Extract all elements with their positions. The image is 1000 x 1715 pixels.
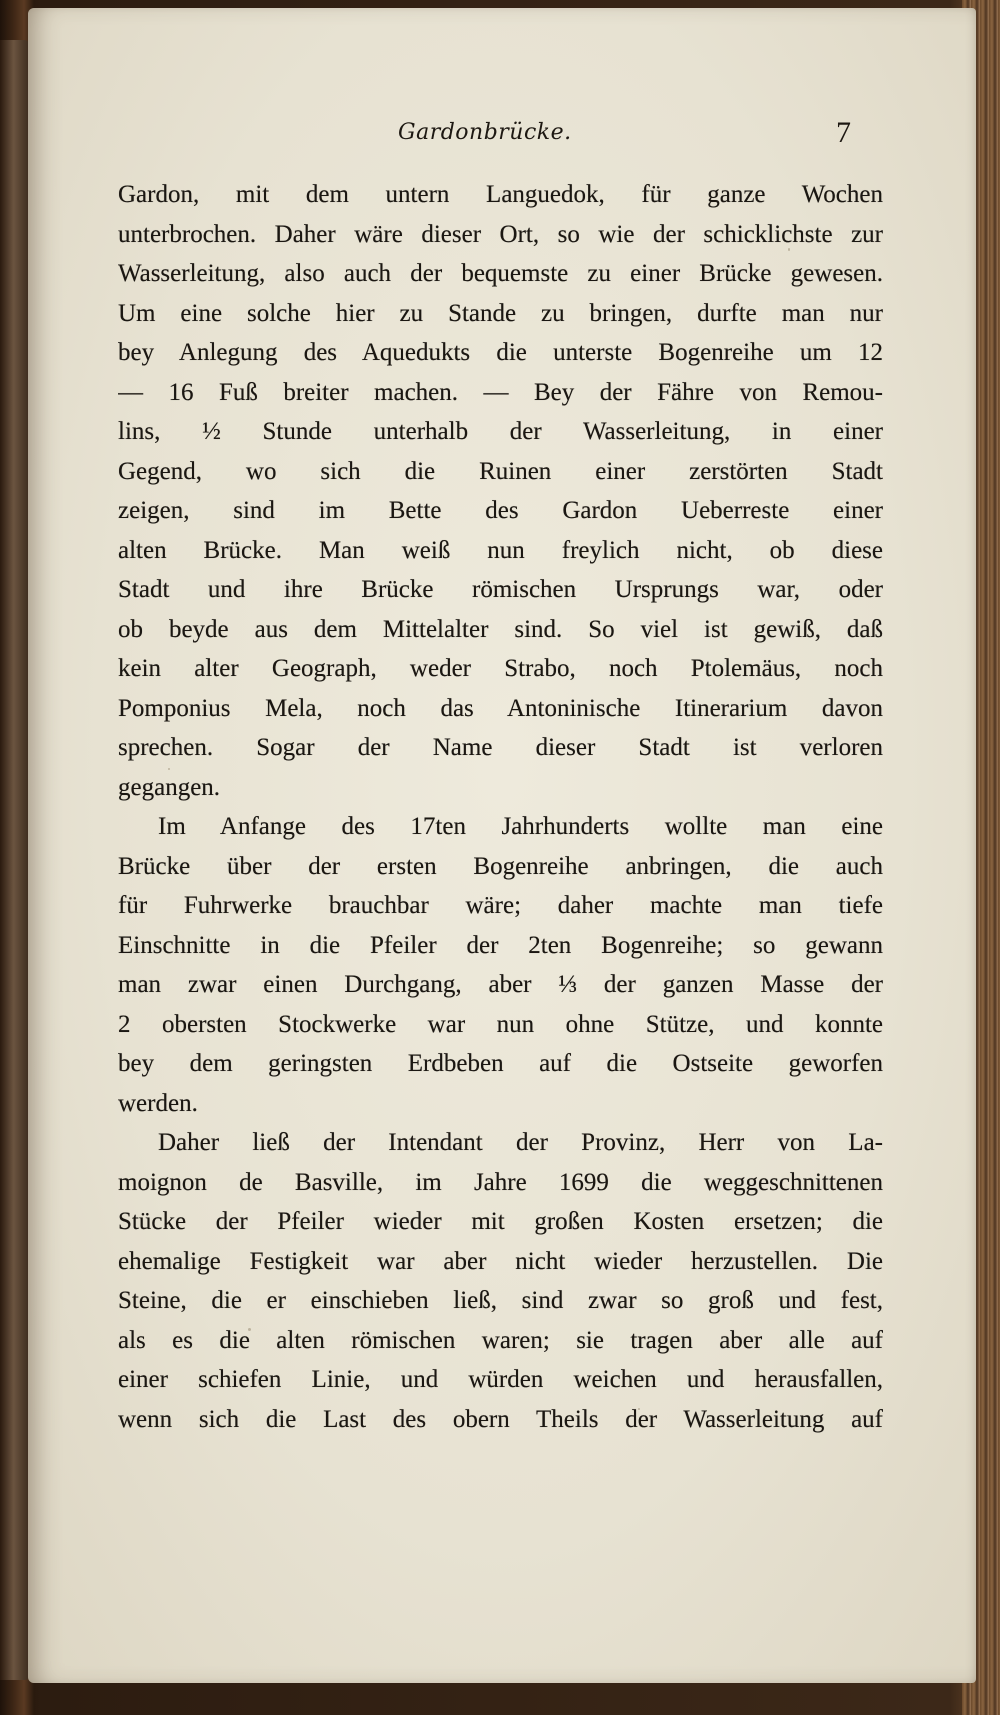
page-header [28,116,976,156]
text-line: Um eine solche hier zu Stande zu bringen, durfte man nur [118,299,883,327]
paper-speck [248,1328,251,1331]
text-line: werden. [118,1089,198,1117]
paragraph-first-line: Daher ließ der Intendant der Provinz, Herr von La- [158,1129,883,1156]
text-line: für Fuhrwerke brauchbar wäre; daher machte man tiefe [118,892,883,919]
text-line: sprechen. Sogar der Name dieser Stadt ist verloren [118,734,883,761]
text-line: Stadt und ihre Brücke römischen Ursprungs war, oder [118,576,883,603]
page-number: 7 [836,116,851,149]
running-head: Gardonbrücke. [398,120,572,145]
text-line: man zwar einen Durchgang, aber ⅓ der ganzen Masse der [118,971,883,998]
text-line: — 16 Fuß breiter machen. — Bey der Fähre von Remou- [118,378,883,406]
text-line: 2 obersten Stockwerke war nun ohne Stütze, und konnte [118,1010,883,1038]
text-line: Gardon, mit dem untern Languedok, für ganze Wochen [118,181,883,208]
text-line: zeigen, sind im Bette des Gardon Ueberreste einer [118,497,883,524]
text-line: Gegend, wo sich die Ruinen einer zerstörten Stadt [118,457,883,485]
text-line: wenn sich die Last des obern Theils der Wasserleitung auf [118,1405,883,1433]
body-text [118,175,883,1439]
text-line: lins, ½ Stunde unterhalb der Wasserleitung, in einer [118,418,883,445]
text-line: bey Anlegung des Aquedukts die unterste Bogenreihe um 12 [118,339,883,366]
book-page [28,8,976,1683]
text-line: als es die alten römischen waren; sie tragen aber alle auf [118,1326,883,1354]
text-line: Steine, die er einschieben ließ, sind zwar so groß und fest, [118,1287,883,1314]
text-line: Stücke der Pfeiler wieder mit großen Kosten ersetzen; die [118,1208,883,1235]
text-line: ehemalige Festigkeit war aber nicht wieder herzustellen. Die [118,1247,883,1275]
paper-speck [168,768,170,770]
left-page-edge [0,40,30,1680]
text-line: Pomponius Mela, noch das Antoninische Itinerarium davon [118,694,883,722]
paragraph-first-line: Im Anfange des 17ten Jahrhunderts wollte man eine [158,813,883,840]
text-line: unterbrochen. Daher wäre dieser Ort, so wie der schicklichste zur [118,220,883,248]
text-line: einer schiefen Linie, und würden weichen und herausfallen, [118,1366,883,1393]
text-line: bey dem geringsten Erdbeben auf die Ostseite geworfen [118,1050,883,1077]
text-line: gegangen. [118,773,221,801]
paper-speck [788,248,790,251]
text-line: Einschnitte in die Pfeiler der 2ten Bogenreihe; so gewann [118,931,883,959]
text-line: moignon de Basville, im Jahre 1699 die weggeschnittenen [118,1168,883,1196]
paper-speck [638,1408,640,1410]
text-line: ob beyde aus dem Mittelalter sind. So viel ist gewiß, daß [118,615,883,643]
text-line: Wasserleitung, also auch der bequemste zu einer Brücke gewesen. [118,260,883,287]
text-line: Brücke über der ersten Bogenreihe anbringen, die auch [118,852,883,880]
text-line: kein alter Geograph, weder Strabo, noch Ptolemäus, noch [118,655,883,682]
text-line: alten Brücke. Man weiß nun freylich nicht, ob diese [118,536,883,564]
